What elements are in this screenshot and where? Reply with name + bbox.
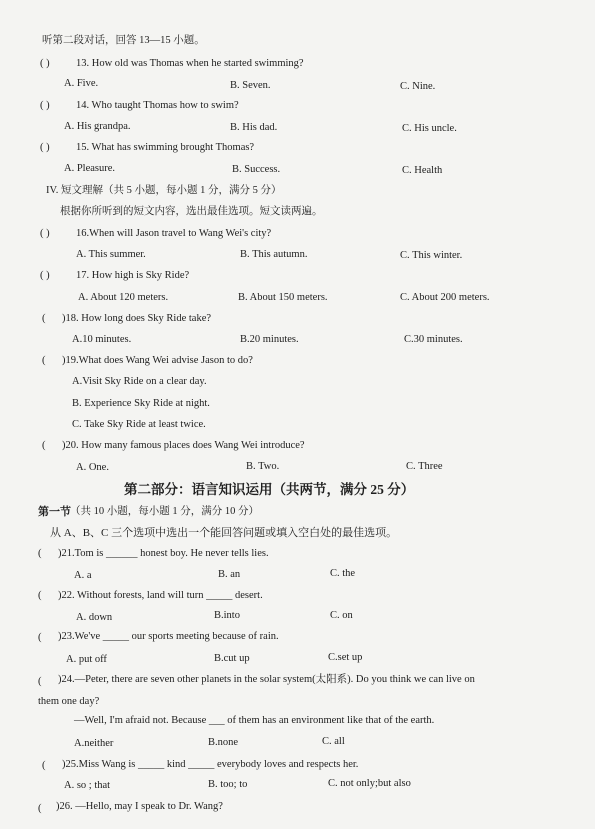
question-24: )24.—Peter, there are seven other planets in the solar system(太阳系). Do you think we can live on bbox=[58, 674, 475, 685]
question-21: )21.Tom is ______ honest boy. He never tells lies. bbox=[58, 548, 269, 559]
answer-blank: ( ) bbox=[40, 58, 50, 69]
option-22-c: C. on bbox=[330, 610, 353, 621]
option-15-c: C. Health bbox=[402, 165, 443, 176]
option-18-b: B.20 minutes. bbox=[240, 334, 299, 345]
option-14-a: A. His grandpa. bbox=[64, 121, 131, 132]
option-20-b: B. Two. bbox=[246, 461, 280, 472]
option-23-c: C.set up bbox=[328, 652, 363, 663]
question-26: )26. —Hello, may I speak to Dr. Wang? bbox=[56, 801, 223, 812]
option-24-a: A.neither bbox=[74, 738, 114, 749]
answer-blank: ( ) bbox=[40, 228, 50, 239]
question-24-reply: —Well, I'm afraid not. Because ___ of them has an environment like that of the earth. bbox=[74, 715, 435, 726]
option-24-b: B.none bbox=[208, 737, 239, 748]
part2-title: 第二部分：语言知识运用（共两节，满分 25 分） bbox=[124, 482, 415, 497]
section1-title: 第一节 bbox=[38, 506, 71, 518]
option-23-a: A. put off bbox=[66, 654, 107, 665]
answer-blank: ( bbox=[42, 760, 46, 771]
question-20: )20. How many famous places does Wang Wei introduce? bbox=[62, 440, 305, 451]
option-16-c: C. This winter. bbox=[400, 250, 463, 261]
option-22-b: B.into bbox=[214, 610, 240, 621]
answer-blank: ( ) bbox=[40, 100, 50, 111]
option-17-b: B. About 150 meters. bbox=[238, 292, 328, 303]
section2-intro: 听第二段对话，回答 13—15 小题。 bbox=[42, 35, 205, 46]
option-25-b: B. too; to bbox=[208, 779, 248, 790]
answer-blank: ( ) bbox=[40, 270, 50, 281]
option-19-a: A.Visit Sky Ride on a clear day. bbox=[72, 376, 207, 387]
option-21-b: B. an bbox=[218, 569, 241, 580]
answer-blank: ( bbox=[42, 313, 46, 324]
answer-blank: ( bbox=[38, 803, 42, 814]
answer-blank: ( bbox=[38, 632, 42, 643]
question-14: 14. Who taught Thomas how to swim? bbox=[76, 100, 239, 111]
question-23: )23.We've _____ our sports meeting because of rain. bbox=[58, 631, 279, 642]
section1-info: （共 10 小题，每小题 1 分，满分 10 分） bbox=[70, 506, 259, 517]
question-25: )25.Miss Wang is _____ kind _____ everybody loves and respects her. bbox=[62, 759, 359, 770]
option-20-a: A. One. bbox=[76, 462, 109, 473]
option-19-b: B. Experience Sky Ride at night. bbox=[72, 398, 210, 409]
option-13-c: C. Nine. bbox=[400, 81, 436, 92]
option-25-a: A. so ; that bbox=[64, 780, 111, 791]
option-13-a: A. Five. bbox=[64, 78, 99, 89]
section4-intro: 根据你所听到的短文内容，选出最佳选项。短文读两遍。 bbox=[60, 206, 323, 217]
question-13: 13. How old was Thomas when he started swimming? bbox=[76, 58, 304, 69]
section1-intro: 从 A、B、C 三个选项中选出一个能回答问题或填入空白处的最佳选项。 bbox=[50, 527, 398, 539]
answer-blank: ( bbox=[42, 440, 46, 451]
question-19: )19.What does Wang Wei advise Jason to do? bbox=[62, 355, 253, 366]
answer-blank: ( bbox=[42, 355, 46, 366]
option-17-a: A. About 120 meters. bbox=[78, 292, 169, 303]
option-15-b: B. Success. bbox=[232, 164, 281, 175]
section4-title: IV. 短文理解（共 5 小题，每小题 1 分，满分 5 分） bbox=[46, 185, 282, 196]
option-15-a: A. Pleasure. bbox=[64, 163, 116, 174]
question-18: )18. How long does Sky Ride take? bbox=[62, 313, 212, 324]
option-21-c: C. the bbox=[330, 568, 356, 579]
option-14-b: B. His dad. bbox=[230, 122, 278, 133]
answer-blank: ( bbox=[38, 548, 42, 559]
option-18-a: A.10 minutes. bbox=[72, 334, 132, 345]
option-25-c: C. not only;but also bbox=[328, 778, 411, 789]
option-18-c: C.30 minutes. bbox=[404, 334, 463, 345]
option-17-c: C. About 200 meters. bbox=[400, 292, 490, 303]
option-16-a: A. This summer. bbox=[76, 249, 146, 260]
option-20-c: C. Three bbox=[406, 461, 443, 472]
question-16: 16.When will Jason travel to Wang Wei's city? bbox=[76, 228, 272, 239]
option-13-b: B. Seven. bbox=[230, 80, 271, 91]
question-17: 17. How high is Sky Ride? bbox=[76, 270, 190, 281]
answer-blank: ( bbox=[38, 676, 42, 687]
question-22: )22. Without forests, land will turn _____ desert. bbox=[58, 590, 263, 601]
question-24-cont: them one day? bbox=[38, 696, 100, 707]
option-22-a: A. down bbox=[76, 612, 113, 623]
option-14-c: C. His uncle. bbox=[402, 123, 457, 134]
option-19-c: C. Take Sky Ride at least twice. bbox=[72, 419, 206, 430]
answer-blank: ( bbox=[38, 590, 42, 601]
question-15: 15. What has swimming brought Thomas? bbox=[76, 142, 255, 153]
answer-blank: ( ) bbox=[40, 142, 50, 153]
option-21-a: A. a bbox=[74, 570, 92, 581]
option-24-c: C. all bbox=[322, 736, 345, 747]
option-23-b: B.cut up bbox=[214, 653, 250, 664]
option-16-b: B. This autumn. bbox=[240, 249, 308, 260]
